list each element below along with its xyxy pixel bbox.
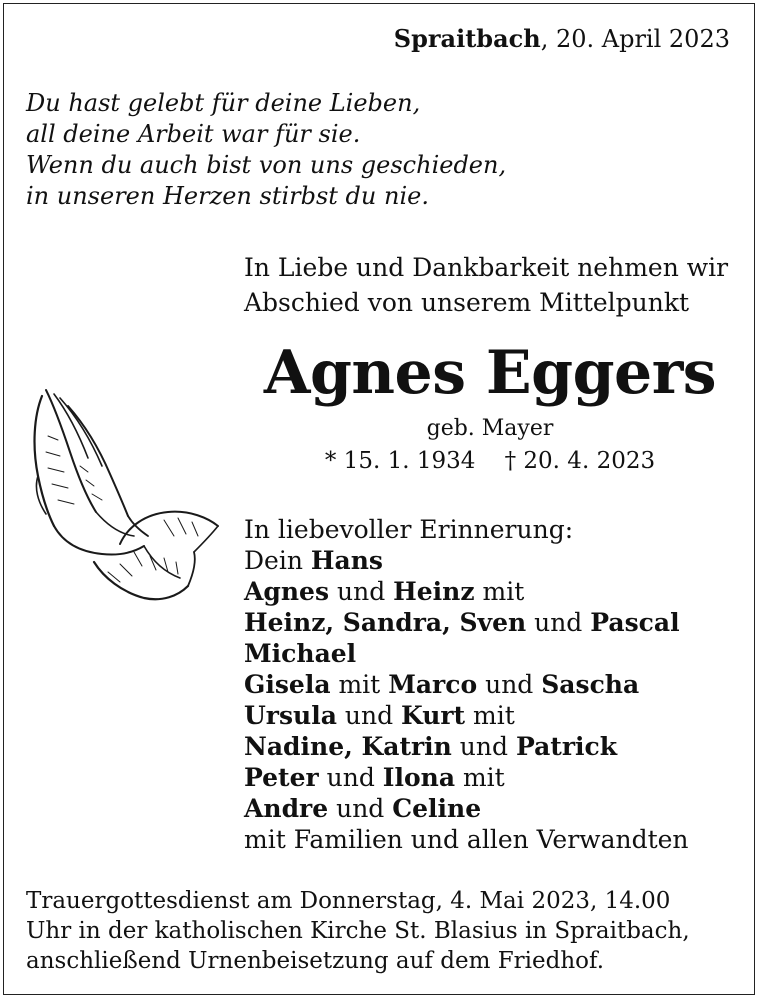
family-name: Agnes [244, 577, 330, 606]
family-name: Peter [244, 763, 319, 792]
place-date [394, 24, 730, 53]
intro-text [244, 250, 728, 320]
place-date-separator: , [540, 25, 556, 53]
family-connector: und [329, 577, 394, 606]
family-connector: und [526, 608, 591, 637]
service-line: Uhr in der katholischen Kirche St. Blasius in Spraitbach, [26, 918, 690, 944]
family-name: Patrick [515, 732, 618, 761]
family-connector: und [318, 763, 383, 792]
family-connector: und [451, 732, 516, 761]
family-connector: mit [465, 701, 515, 730]
family-name: Sascha [541, 670, 640, 699]
family-connector: mit [474, 577, 525, 606]
family-name: Hans [310, 546, 383, 575]
family-name: Heinz, Sandra, Sven [244, 608, 527, 637]
poem-line: Wenn du auch bist von uns geschieden, [26, 151, 507, 179]
service-info [26, 886, 690, 976]
family-line [244, 638, 689, 669]
intro-line: In Liebe und Dankbarkeit nehmen wir [244, 253, 729, 282]
family-connector: mit Familien und allen Verwandten [244, 825, 689, 854]
family-line [244, 700, 689, 731]
family-name: Celine [392, 794, 482, 823]
poem-line: in unseren Herzen stirbst du nie. [26, 182, 429, 210]
family-name: Gisela [244, 670, 331, 699]
family-line [244, 762, 689, 793]
family-line [244, 731, 689, 762]
family-line [244, 824, 689, 855]
family-connector: mit [455, 763, 505, 792]
family-list [244, 514, 689, 855]
family-connector: und [336, 701, 402, 730]
family-heading: In liebevoller Erinnerung: [244, 515, 574, 544]
family-connector: Dein [244, 546, 311, 575]
family-line [244, 545, 689, 576]
family-name: Nadine, Katrin [244, 732, 452, 761]
family-name: Pascal [590, 608, 680, 637]
poem [26, 88, 506, 212]
family-name: Heinz [393, 577, 475, 606]
family-connector: und [328, 794, 393, 823]
family-name: Ilona [382, 763, 456, 792]
service-line: anschließend Urnenbeisetzung auf dem Friedhof. [26, 948, 605, 974]
family-line [244, 793, 689, 824]
intro-line: Abschied von unserem Mittelpunkt [244, 288, 690, 317]
date: 20. April 2023 [555, 25, 730, 53]
family-name: Marco [388, 670, 478, 699]
family-name: Michael [244, 639, 357, 668]
family-connector: und [477, 670, 542, 699]
family-lines [244, 545, 689, 855]
family-connector: mit [330, 670, 389, 699]
place: Spraitbach [393, 24, 541, 53]
family-line [244, 607, 689, 638]
poem-line: all deine Arbeit war für sie. [26, 120, 361, 148]
family-name: Kurt [401, 701, 466, 730]
deceased-name: Agnes Eggers [263, 338, 717, 408]
maiden-name: geb. Mayer [426, 416, 554, 441]
family-line [244, 576, 689, 607]
family-line [244, 669, 689, 700]
poem-line: Du hast gelebt für deine Lieben, [26, 89, 421, 117]
service-line: Trauergottesdienst am Donnerstag, 4. Mai 2023, 14.00 [26, 888, 671, 914]
praying-hands-icon [24, 376, 224, 608]
life-dates: * 15. 1. 1934 † 20. 4. 2023 [324, 448, 656, 474]
family-name: Ursula [244, 701, 337, 730]
family-name: Andre [244, 794, 329, 823]
